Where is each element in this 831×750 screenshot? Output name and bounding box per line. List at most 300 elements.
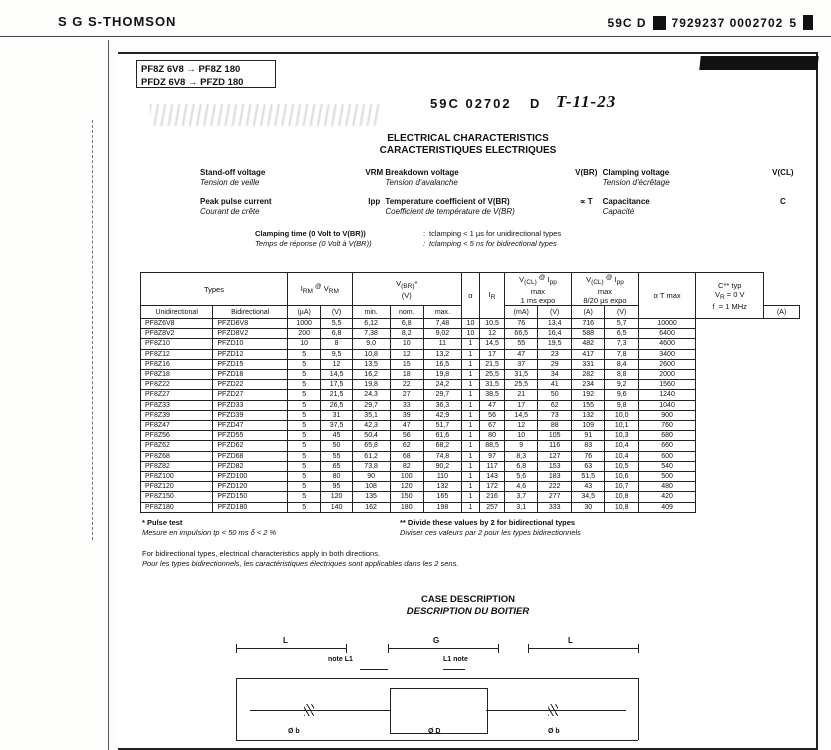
company-logo-text: S G S-THOMSON	[58, 14, 177, 29]
cell-value: 82	[390, 461, 423, 471]
cell-value: 1	[461, 482, 479, 492]
cell-value: 116	[538, 441, 571, 451]
cell-unidirectional: PF8Z100	[141, 472, 213, 482]
cell-unidirectional: PF8Z33	[141, 400, 213, 410]
cell-value: 10	[390, 339, 423, 349]
cell-bidirectional: PFZD62	[213, 441, 288, 451]
group-header-alpha: α	[461, 273, 479, 319]
cell-value: 9,5	[321, 349, 352, 359]
cell-value: 3,7	[505, 492, 538, 502]
section-title-en: ELECTRICAL CHARACTERISTICS	[387, 133, 549, 144]
cell-value: 192	[571, 390, 604, 400]
electrical-characteristics-table	[140, 272, 800, 513]
definitions-block	[200, 168, 800, 226]
col-max: max.	[424, 306, 462, 319]
table-body	[141, 319, 800, 513]
cell-value: 120	[390, 482, 423, 492]
cell-value: 56	[480, 410, 505, 420]
cell-bidirectional: PFZD27	[213, 390, 288, 400]
cell-value: 6,8	[390, 319, 423, 329]
col-bidirectional: Bidirectional	[213, 306, 288, 319]
cell-value: 15	[390, 359, 423, 369]
cell-value: 1560	[638, 380, 695, 390]
cell-value: 1	[461, 472, 479, 482]
group-header-alpha-t: α T max	[638, 273, 695, 319]
col-unidirectional: Unidirectional	[141, 306, 213, 319]
cell-value: 90	[352, 472, 390, 482]
cell-value: 9,02	[424, 329, 462, 339]
note-label-right: L1 note	[443, 656, 468, 663]
cell-value: 680	[638, 431, 695, 441]
cell-value: 88,5	[480, 441, 505, 451]
dim-label-G: G	[433, 636, 440, 645]
fiche-numbers: 7929237 0002702	[671, 15, 784, 30]
cell-value: 10,1	[605, 421, 638, 431]
cell-value: 13,2	[424, 349, 462, 359]
cell-value: 600	[638, 451, 695, 461]
cell-value: 4,6	[505, 482, 538, 492]
definition-en: Peak pulse current	[200, 197, 272, 206]
lead-left	[250, 710, 390, 711]
case-title-fr: DESCRIPTION DU BOITIER	[406, 606, 530, 617]
fiche-code	[608, 15, 813, 30]
cell-value: 5	[287, 472, 320, 482]
scan-smudge	[150, 104, 380, 126]
col-v-3: (V)	[605, 306, 638, 319]
cell-value: 47	[390, 421, 423, 431]
type-range-line1: PF8Z 6V8 → PF8Z 180	[141, 64, 241, 75]
cell-unidirectional: PF8Z62	[141, 441, 213, 451]
cell-value: 50	[538, 390, 571, 400]
cell-unidirectional: PF8Z10	[141, 339, 213, 349]
definition-fr: Capacité	[602, 207, 635, 216]
table-row	[141, 370, 800, 380]
cell-value: 10,7	[605, 482, 638, 492]
cell-value: 480	[638, 482, 695, 492]
cell-value: 83	[571, 441, 604, 451]
cell-value: 31,5	[505, 370, 538, 380]
cell-value: 80	[321, 472, 352, 482]
definition-en: Breakdown voltage	[385, 168, 459, 177]
cell-bidirectional: PFZD33	[213, 400, 288, 410]
table-row	[141, 390, 800, 400]
definition-fr: Tension de veille	[200, 178, 260, 187]
cell-value: 5	[287, 359, 320, 369]
definition-row	[200, 168, 800, 188]
clamping-label-en: Clamping time (0 Volt to V(BR))	[255, 229, 366, 238]
cell-value: 5	[287, 400, 320, 410]
type-range-box	[136, 60, 276, 88]
definition-en: Clamping voltage	[602, 168, 670, 177]
cell-value: 47	[480, 400, 505, 410]
cell-value: 172	[480, 482, 505, 492]
col-nom: nom.	[390, 306, 423, 319]
cell-value: 5	[287, 461, 320, 471]
cell-value: 6,12	[352, 319, 390, 329]
cell-value: 73,8	[352, 461, 390, 471]
cell-value: 5	[287, 492, 320, 502]
cell-value: 155	[571, 400, 604, 410]
definition-fr: Courant de crête	[200, 207, 260, 216]
note-line-right	[443, 669, 465, 670]
cell-value: 76	[505, 319, 538, 329]
cell-value: 13,5	[352, 359, 390, 369]
cell-unidirectional: PF8Z16	[141, 359, 213, 369]
group-header-capacitance: C** typ VR = 0 V f = 1 MHz	[696, 273, 764, 319]
cell-value: 50	[321, 441, 352, 451]
cell-bidirectional: PFZD82	[213, 461, 288, 471]
table-row	[141, 329, 800, 339]
cell-value: 13,4	[538, 319, 571, 329]
table-row	[141, 492, 800, 502]
note-line-left	[360, 669, 388, 670]
cell-value: 277	[538, 492, 571, 502]
cell-value: 716	[571, 319, 604, 329]
table-row	[141, 451, 800, 461]
cell-value: 55	[321, 451, 352, 461]
black-block-icon-2	[803, 15, 813, 30]
cell-value: 10	[505, 431, 538, 441]
col-min: min.	[352, 306, 390, 319]
table-row	[141, 421, 800, 431]
cell-value: 5,7	[605, 319, 638, 329]
cell-bidirectional: PFZD18	[213, 370, 288, 380]
frame-bottom	[236, 740, 638, 741]
cell-value: 420	[638, 492, 695, 502]
cell-value: 17,5	[321, 380, 352, 390]
clamping-value-en: tclamping < 1 µs for unidirectional types	[429, 229, 562, 238]
frame-right	[638, 678, 639, 740]
col-a: (A)	[571, 306, 604, 319]
cell-value: 1040	[638, 400, 695, 410]
cell-value: 37	[505, 359, 538, 369]
table-row	[141, 339, 800, 349]
cell-unidirectional: PF8Z12	[141, 349, 213, 359]
cell-value: 1240	[638, 390, 695, 400]
cell-value: 34	[538, 370, 571, 380]
cell-unidirectional: PF8Z180	[141, 502, 213, 512]
footnote-pulse-en: * Pulse test	[142, 518, 183, 527]
table-row	[141, 380, 800, 390]
cell-value: 8,2	[390, 329, 423, 339]
cell-value: 10,8	[605, 492, 638, 502]
definition-fr: Coefficient de température de V(BR)	[385, 207, 515, 216]
cell-value: 29,7	[352, 400, 390, 410]
definition-en: Stand-off voltage	[200, 168, 266, 177]
cell-value: 25,5	[480, 370, 505, 380]
definition-symbol: V(BR)	[575, 168, 598, 177]
cell-value: 200	[287, 329, 320, 339]
cell-unidirectional: PF8Z120	[141, 482, 213, 492]
cell-value: 65,8	[352, 441, 390, 451]
table-row	[141, 349, 800, 359]
cell-value: 143	[480, 472, 505, 482]
group-header-irm-vrm: IRM @ VRM	[287, 273, 352, 306]
cell-value: 16,5	[424, 359, 462, 369]
cell-value: 9	[505, 441, 538, 451]
cell-value: 7,48	[424, 319, 462, 329]
definition-cell	[385, 168, 570, 188]
cell-value: 8,4	[605, 359, 638, 369]
break-hatch-right	[548, 704, 558, 716]
cell-bidirectional: PFZD120	[213, 482, 288, 492]
table-row	[141, 441, 800, 451]
cell-value: 120	[321, 492, 352, 502]
footnote-divide-fr: Diviser ces valeurs par 2 pour les types bidirectionnels	[400, 528, 581, 537]
cell-value: 62	[390, 441, 423, 451]
diameter-right: Ø b	[548, 728, 560, 735]
cell-value: 41	[538, 380, 571, 390]
cell-value: 5	[287, 482, 320, 492]
cell-value: 5	[287, 410, 320, 420]
note-label-left: note L1	[328, 656, 353, 663]
handwritten-annotation: T-11-23	[556, 92, 617, 111]
cell-value: 1	[461, 370, 479, 380]
scan-artifact-bar	[699, 56, 818, 70]
cell-value: 12	[321, 359, 352, 369]
cell-value: 12	[480, 329, 505, 339]
cell-bidirectional: PFZD39	[213, 410, 288, 420]
cell-value: 3400	[638, 349, 695, 359]
cell-value: 68	[390, 451, 423, 461]
cell-value: 26,5	[321, 400, 352, 410]
cell-value: 760	[638, 421, 695, 431]
cell-value: 216	[480, 492, 505, 502]
cell-value: 588	[571, 329, 604, 339]
cell-unidirectional: PF8Z47	[141, 421, 213, 431]
cell-value: 45	[321, 431, 352, 441]
cell-value: 9,0	[352, 339, 390, 349]
cell-value: 97	[480, 451, 505, 461]
fiche-prefix: 59C D	[607, 15, 647, 30]
cell-value: 74,8	[424, 451, 462, 461]
cell-value: 282	[571, 370, 604, 380]
definition-symbol: ∝ T	[579, 197, 593, 206]
cell-value: 10,6	[605, 472, 638, 482]
cell-value: 10,8	[605, 502, 638, 512]
cell-value: 6400	[638, 329, 695, 339]
cell-value: 3,1	[505, 502, 538, 512]
case-drawing	[228, 636, 648, 746]
cell-value: 14,5	[321, 370, 352, 380]
cell-bidirectional: PFZD100	[213, 472, 288, 482]
cell-value: 8	[321, 339, 352, 349]
cell-unidirectional: PF8Z27	[141, 390, 213, 400]
cell-value: 17	[480, 349, 505, 359]
cell-value: 8,8	[605, 370, 638, 380]
cell-value: 1	[461, 349, 479, 359]
cell-bidirectional: PFZD10	[213, 339, 288, 349]
cell-value: 5	[287, 431, 320, 441]
section-title-fr: CARACTERISTIQUES ELECTRIQUES	[379, 145, 557, 156]
cell-value: 180	[390, 502, 423, 512]
cell-bidirectional: PFZD6V8	[213, 319, 288, 329]
cell-value: 132	[571, 410, 604, 420]
cell-unidirectional: PF8Z39	[141, 410, 213, 420]
cell-value: 95	[321, 482, 352, 492]
cell-value: 76	[571, 451, 604, 461]
cell-value: 660	[638, 441, 695, 451]
footnote-bidir-en: For bidirectional types, electrical characteristics apply in both directions.	[142, 549, 381, 558]
cell-value: 9,2	[605, 380, 638, 390]
cell-bidirectional: PFZD150	[213, 492, 288, 502]
cell-value: 1	[461, 421, 479, 431]
cell-value: 1	[461, 451, 479, 461]
cell-value: 80	[480, 431, 505, 441]
cell-value: 62	[538, 400, 571, 410]
cell-value: 5	[287, 380, 320, 390]
group-header-vbr: V(BR)* (V)	[352, 273, 461, 306]
footnote-divide-en: ** Divide these values by 2 for bidirectional types	[400, 518, 576, 527]
cell-unidirectional: PF8Z8V2	[141, 329, 213, 339]
cell-value: 1	[461, 359, 479, 369]
definition-symbol: Ipp	[368, 197, 381, 206]
cell-value: 10	[461, 329, 479, 339]
cell-value: 162	[352, 502, 390, 512]
cell-value: 12	[505, 421, 538, 431]
cell-value: 88	[538, 421, 571, 431]
cell-value: 183	[538, 472, 571, 482]
definition-symbol: V(CL)	[772, 168, 794, 177]
cell-value: 110	[424, 472, 462, 482]
cell-value: 234	[571, 380, 604, 390]
dim-line-G	[388, 648, 498, 649]
clamping-value-fr: tclamping < 5 ns for bidirectional types	[429, 239, 557, 248]
cell-value: 8,3	[505, 451, 538, 461]
col-ua: (µA)	[287, 306, 320, 319]
cell-unidirectional: PF8Z56	[141, 431, 213, 441]
cell-bidirectional: PFZD47	[213, 421, 288, 431]
cell-value: 10,5	[480, 319, 505, 329]
break-hatch-left	[304, 704, 314, 716]
dim-tick	[388, 644, 389, 653]
dim-line-L-right	[528, 648, 638, 649]
definition-cell	[603, 197, 766, 217]
cell-value: 9,8	[605, 400, 638, 410]
cell-value: 500	[638, 472, 695, 482]
cell-value: 68,2	[424, 441, 462, 451]
cell-value: 5	[287, 451, 320, 461]
frame-top	[236, 678, 638, 679]
cell-value: 409	[638, 502, 695, 512]
cell-value: 31,5	[480, 380, 505, 390]
cell-value: 1	[461, 390, 479, 400]
cell-value: 1	[461, 410, 479, 420]
cell-value: 61,6	[424, 431, 462, 441]
cell-unidirectional: PF8Z22	[141, 380, 213, 390]
cell-value: 6,8	[505, 461, 538, 471]
black-block-icon	[653, 16, 666, 30]
cell-value: 29	[538, 359, 571, 369]
table-row	[141, 461, 800, 471]
cell-value: 7,3	[605, 339, 638, 349]
cell-value: 140	[321, 502, 352, 512]
cell-value: 1	[461, 431, 479, 441]
cell-value: 1	[461, 502, 479, 512]
cell-value: 198	[424, 502, 462, 512]
definition-cell	[603, 168, 766, 188]
dim-tick	[528, 644, 529, 653]
cell-value: 5	[287, 370, 320, 380]
cell-bidirectional: PFZD8V2	[213, 329, 288, 339]
cell-value: 12	[390, 349, 423, 359]
fiche-suffix: 5	[789, 15, 797, 30]
cell-value: 1	[461, 441, 479, 451]
footnote-pulse-fr: Mesure en impulsion tp < 50 ms δ < 2 %	[142, 528, 277, 537]
cell-value: 36,3	[424, 400, 462, 410]
cell-value: 135	[352, 492, 390, 502]
cell-value: 10	[287, 339, 320, 349]
col-ma: (mA)	[505, 306, 538, 319]
cell-value: 7,8	[605, 349, 638, 359]
dim-label-L-right: L	[568, 636, 573, 645]
cell-value: 63	[571, 461, 604, 471]
table-row	[141, 359, 800, 369]
footnote-pulse	[142, 518, 442, 538]
case-title-en: CASE DESCRIPTION	[421, 594, 515, 605]
cell-value: 90,2	[424, 461, 462, 471]
cell-value: 10,5	[605, 461, 638, 471]
cell-value: 51,7	[424, 421, 462, 431]
frame-left	[236, 678, 237, 740]
sheet-top-border	[118, 52, 818, 54]
cell-value: 1	[461, 380, 479, 390]
cell-value: 23	[538, 349, 571, 359]
definition-row	[200, 197, 800, 217]
cell-bidirectional: PFZD180	[213, 502, 288, 512]
cell-value: 2600	[638, 359, 695, 369]
cell-value: 39	[390, 410, 423, 420]
cell-value: 34,5	[571, 492, 604, 502]
dim-tick	[236, 644, 237, 653]
cell-value: 19,8	[352, 380, 390, 390]
cell-value: 55	[505, 339, 538, 349]
header-divider	[0, 36, 831, 37]
cell-value: 105	[538, 431, 571, 441]
footnote-bidir-fr: Pour les types bidirectionnels, les caractéristiques électriques sont applicables dans les 2 sens.	[142, 559, 459, 568]
cell-bidirectional: PFZD12	[213, 349, 288, 359]
cell-value: 10,0	[605, 410, 638, 420]
cell-value: 50,4	[352, 431, 390, 441]
stamp-letter-d: D	[530, 96, 540, 111]
clamping-label-fr: Temps de réponse (0 Volt à V(BR))	[255, 239, 372, 248]
table-row	[141, 472, 800, 482]
cell-value: 66,5	[505, 329, 538, 339]
cell-value: 61,2	[352, 451, 390, 461]
cell-unidirectional: PF8Z18	[141, 370, 213, 380]
table-row	[141, 431, 800, 441]
cell-value: 900	[638, 410, 695, 420]
cell-value: 24,2	[424, 380, 462, 390]
cell-value: 10	[461, 319, 479, 329]
cell-value: 1	[461, 461, 479, 471]
cell-value: 73	[538, 410, 571, 420]
cell-value: 132	[424, 482, 462, 492]
definition-cell	[200, 168, 363, 188]
cell-value: 5,5	[321, 319, 352, 329]
cell-value: 19,5	[538, 339, 571, 349]
cell-bidirectional: PFZD68	[213, 451, 288, 461]
cell-value: 56	[390, 431, 423, 441]
cell-value: 91	[571, 431, 604, 441]
table-head	[141, 273, 800, 319]
cell-value: 150	[390, 492, 423, 502]
dim-label-L-left: L	[283, 636, 288, 645]
definition-en: Temperature coefficient of V(BR)	[385, 197, 510, 206]
cell-value: 29,7	[424, 390, 462, 400]
cell-value: 10,4	[605, 441, 638, 451]
cell-value: 117	[480, 461, 505, 471]
